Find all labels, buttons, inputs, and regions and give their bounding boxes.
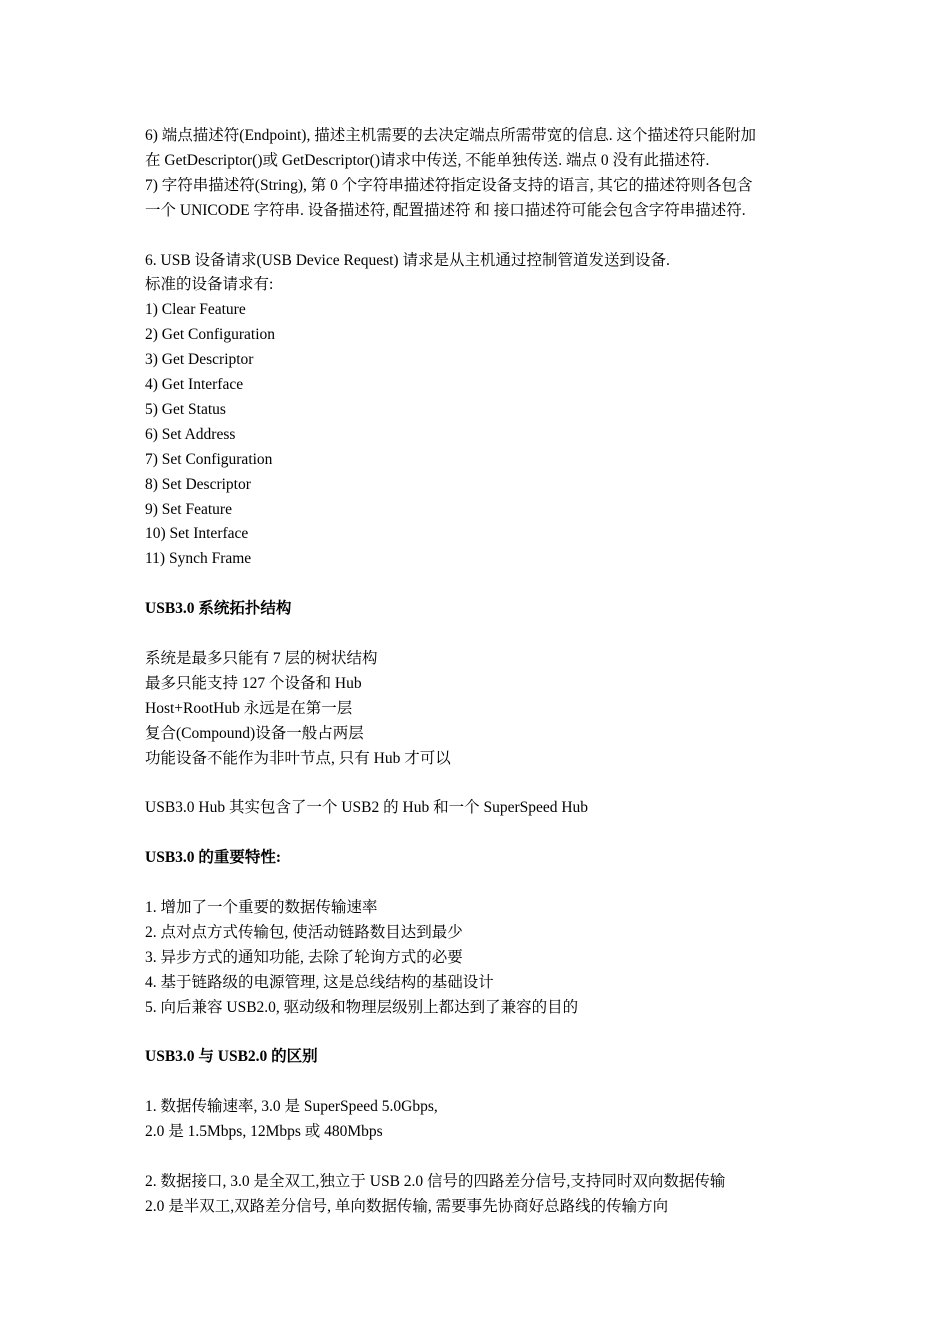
- text-line: 一个 UNICODE 字符串. 设备描述符, 配置描述符 和 接口描述符可能会包含字符串描述符.: [145, 201, 746, 219]
- list-item: 5. 向后兼容 USB2.0, 驱动级和物理层级别上都达到了兼容的目的: [145, 998, 579, 1016]
- hub-note: USB3.0 Hub 其实包含了一个 USB2 的 Hub 和一个 SuperSpeed Hub: [145, 799, 589, 817]
- list-item: 11) Synch Frame: [145, 550, 252, 568]
- list-item: 3) Get Descriptor: [145, 351, 254, 369]
- section-heading: USB3.0 的重要特性:: [145, 849, 282, 867]
- text-line: 1. 数据传输速率, 3.0 是 SuperSpeed 5.0Gbps,: [145, 1098, 438, 1116]
- text-line: 最多只能支持 127 个设备和 Hub: [145, 674, 362, 692]
- device-request-section: [145, 249, 825, 573]
- text-line: 2.0 是 1.5Mbps, 12Mbps 或 480Mbps: [145, 1123, 383, 1141]
- paragraph-gap: [145, 572, 825, 597]
- text-line: Host+RootHub 永远是在第一层: [145, 699, 353, 717]
- text-line: 2.0 是半双工,双路差分信号, 单向数据传输, 需要事先协商好总路线的传输方向: [145, 1197, 669, 1215]
- list-item: 2. 点对点方式传输包, 使活动链路数目达到最少: [145, 923, 463, 941]
- text-line: 7) 字符串描述符(String), 第 0 个字符串描述符指定设备支持的语言, 其它的描述符则各包含: [145, 176, 753, 194]
- list-item: 1. 增加了一个重要的数据传输速率: [145, 899, 378, 916]
- text-line: 系统是最多只能有 7 层的树状结构: [145, 649, 378, 667]
- list-item: 4. 基于链路级的电源管理, 这是总线结构的基础设计: [145, 973, 494, 991]
- section-subtitle: 标准的设备请求有:: [145, 276, 274, 294]
- paragraph-gap: [145, 1070, 825, 1095]
- list-item: 3. 异步方式的通知功能, 去除了轮询方式的必要: [145, 948, 463, 966]
- list-item: 5) Get Status: [145, 400, 226, 418]
- list-item: 8) Set Descriptor: [145, 475, 251, 493]
- paragraph-gap: [145, 1145, 825, 1170]
- text-line: 功能设备不能作为非叶节点, 只有 Hub 才可以: [145, 749, 451, 767]
- section-heading: USB3.0 系统拓扑结构: [145, 600, 292, 618]
- descriptor-section: [145, 124, 825, 224]
- list-item: 7) Set Configuration: [145, 450, 273, 468]
- topology-section: [145, 597, 825, 821]
- differences-section: [145, 1045, 825, 1219]
- paragraph-gap: [145, 622, 825, 647]
- list-item: 4) Get Interface: [145, 376, 244, 394]
- list-item: 6) Set Address: [145, 425, 236, 443]
- list-item: 2) Get Configuration: [145, 326, 276, 344]
- paragraph-gap: [145, 821, 825, 846]
- paragraph-gap: [145, 1021, 825, 1046]
- features-section: [145, 846, 825, 1020]
- text-line: 2. 数据接口, 3.0 是全双工,独立于 USB 2.0 信号的四路差分信号,支持同时双向数据传输: [145, 1172, 726, 1190]
- text-line: 复合(Compound)设备一般占两层: [145, 724, 364, 742]
- section-heading: USB3.0 与 USB2.0 的区别: [145, 1048, 318, 1066]
- list-item: 9) Set Feature: [145, 500, 232, 518]
- list-item: 1) Clear Feature: [145, 301, 246, 319]
- paragraph-gap: [145, 224, 825, 249]
- text-line: 在 GetDescriptor()或 GetDescriptor()请求中传送, 不能单独传送. 端点 0 没有此描述符.: [145, 151, 710, 169]
- paragraph-gap: [145, 871, 825, 896]
- list-item: 10) Set Interface: [145, 525, 249, 543]
- section-title: 6. USB 设备请求(USB Device Request) 请求是从主机通过控制管道发送到设备.: [145, 251, 670, 269]
- document-page: [145, 124, 825, 1220]
- paragraph-gap: [145, 772, 825, 797]
- text-line: 6) 端点描述符(Endpoint), 描述主机需要的去决定端点所需带宽的信息. 这个描述符只能附加: [145, 127, 756, 144]
